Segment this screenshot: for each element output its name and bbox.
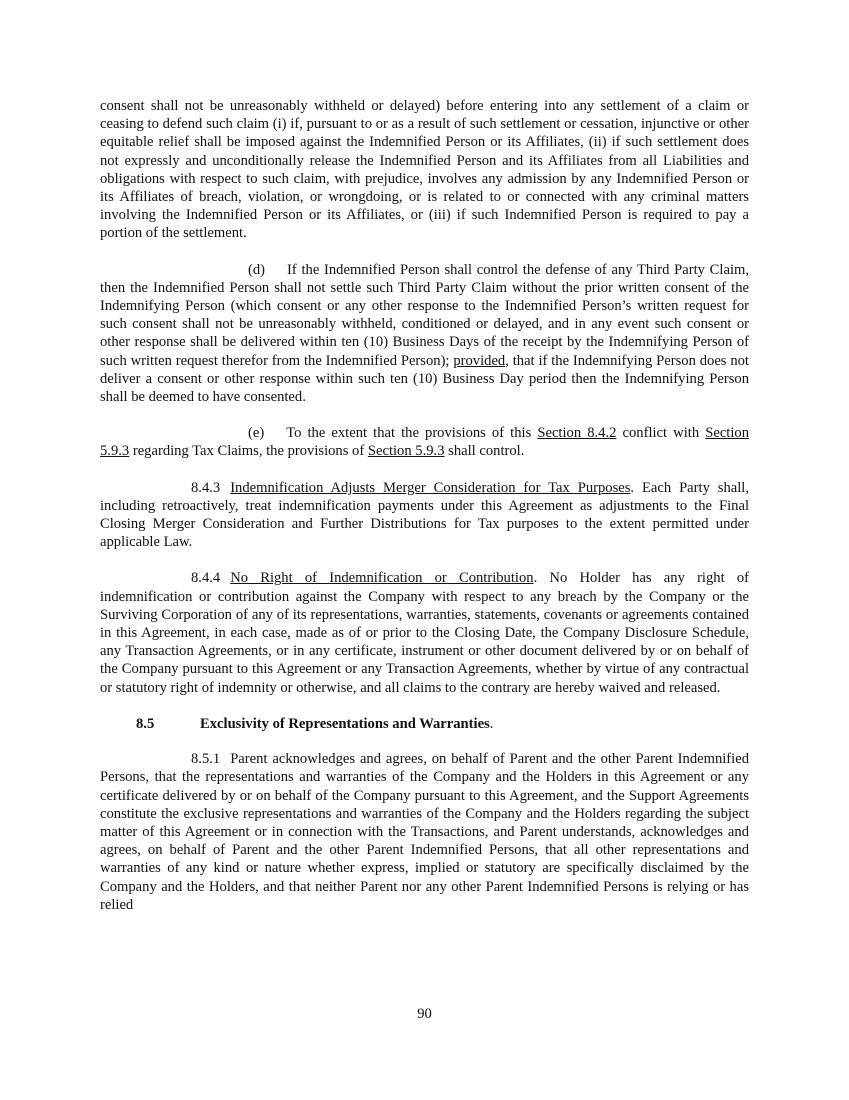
- paragraph-settlement-continuation: [100, 97, 749, 243]
- section-reference-5-9-3: Section 5.9.3: [100, 425, 749, 460]
- clause-label-e: (e): [248, 425, 265, 442]
- paragraph-d: [100, 261, 749, 407]
- page-number: 90: [417, 1006, 432, 1022]
- document-page: [100, 97, 749, 932]
- section-8-4-4: [100, 569, 749, 696]
- paragraph-text: To the extent that the provisions of this: [286, 425, 532, 442]
- section-heading-8-5: [100, 715, 749, 733]
- section-reference-8-4-2: Section 8.4.2: [537, 425, 617, 442]
- paragraph-text: . No Holder has any right of indemnification or contribution against the Company with respect to any breach by the Company or the Surviving Corporation of any of its representations, warranties, statements, covenants or agreements contained in this Agreement, in each case, made as of or prior to the Closing Date, the Company Disclosure Schedule, any Transaction Agreements, or in any certificate, instrument or other document delivered by or on behalf of the Company pursuant to this Agreement or any Transaction Agreements, whether by virtue of any contractual or statutory right of indemnity or otherwise, and all claims to the contrary are hereby waived and released.: [100, 570, 749, 696]
- paragraph-text: , that if the Indemnifying Person does not deliver a consent or other response within such ten (10) Business Day period then the Indemnifying Person shall be deemed to have consented.: [100, 352, 749, 406]
- paragraph-text: If the Indemnified Person shall control the defense of any Third Party Claim, then the Indemnified Person shall not settle such Third Party Claim without the prior written consent of the Indemnifying Person (which consent or any other response to the Indemnified Person’s written request for such consent shall not be unreasonably withheld, conditioned or delayed, and in any event such consent or other response shall be delivered within ten (10) Business Days of the receipt by the Indemnifying Person of such written request therefor from the Indemnified Person);: [100, 261, 749, 369]
- heading-period: .: [489, 715, 494, 732]
- paragraph-text: regarding Tax Claims, the provisions of: [132, 443, 365, 460]
- section-title: Exclusivity of Representations and Warranties: [200, 715, 490, 732]
- section-number: 8.4.4: [191, 570, 221, 587]
- paragraph-text: shall control.: [448, 443, 525, 460]
- section-title: Indemnification Adjusts Merger Consideration for Tax Purposes: [230, 479, 631, 496]
- paragraph-text: Parent acknowledges and agrees, on behalf of Parent and the other Parent Indemnified Persons, that the representations and warranties of the Company and the Holders in this Agreement or any certificate delivered by or on behalf of the Company pursuant to this Agreement, and the Support Agreements constitute the exclusive representations and warranties of the Company and the Holders regarding the subject matter of this Agreement or in connection with the Transactions, and Parent understands, acknowledges and agrees, on behalf of Parent and the other Parent Indemnified Persons, that all other representations and warranties of any kind or nature whether express, implied or statutory are specifically disclaimed by the Company and the Holders, and that neither Parent nor any other Parent Indemnified Persons is relying or has relied: [100, 751, 749, 913]
- provided-term: provided: [453, 352, 506, 369]
- paragraph-text: . Each Party shall, including retroactively, treat indemnification payments under this Agreement as adjustments to the Final Closing Merger Consideration and Further Distributions for Tax purposes to the extent permitted under applicable Law.: [100, 479, 750, 551]
- section-title: No Right of Indemnification or Contribution: [230, 570, 534, 587]
- section-number: 8.4.3: [191, 479, 221, 496]
- paragraph-e: [100, 424, 749, 460]
- section-number: 8.5.1: [191, 751, 221, 768]
- section-reference-5-9-3: Section 5.9.3: [367, 443, 445, 460]
- paragraph-text: consent shall not be unreasonably withheld or delayed) before entering into any settlement of a claim or ceasing to defend such claim (i) if, pursuant to or as a result of such settlement or cessation, injunctive or other equitable relief shall be imposed against the Indemnified Person or its Affiliates, (ii) if such settlement does not expressly and unconditionally release the Indemnified Person and its Affiliates from all Liabilities and obligations with respect to such claim, with prejudice, involves any admission by any Indemnified Person or its Affiliates of breach, violation, or wrongdoing, or is related to or connected with any criminal matters involving the Indemnified Person or its Affiliates, or (iii) if such Indemnified Person is required to pay a portion of the settlement.: [100, 98, 749, 242]
- paragraph-text: conflict with: [622, 425, 700, 442]
- clause-label-d: (d): [248, 261, 266, 278]
- section-number: 8.5: [136, 715, 155, 732]
- section-8-4-3: [100, 479, 749, 552]
- section-8-5-1: [100, 750, 749, 914]
